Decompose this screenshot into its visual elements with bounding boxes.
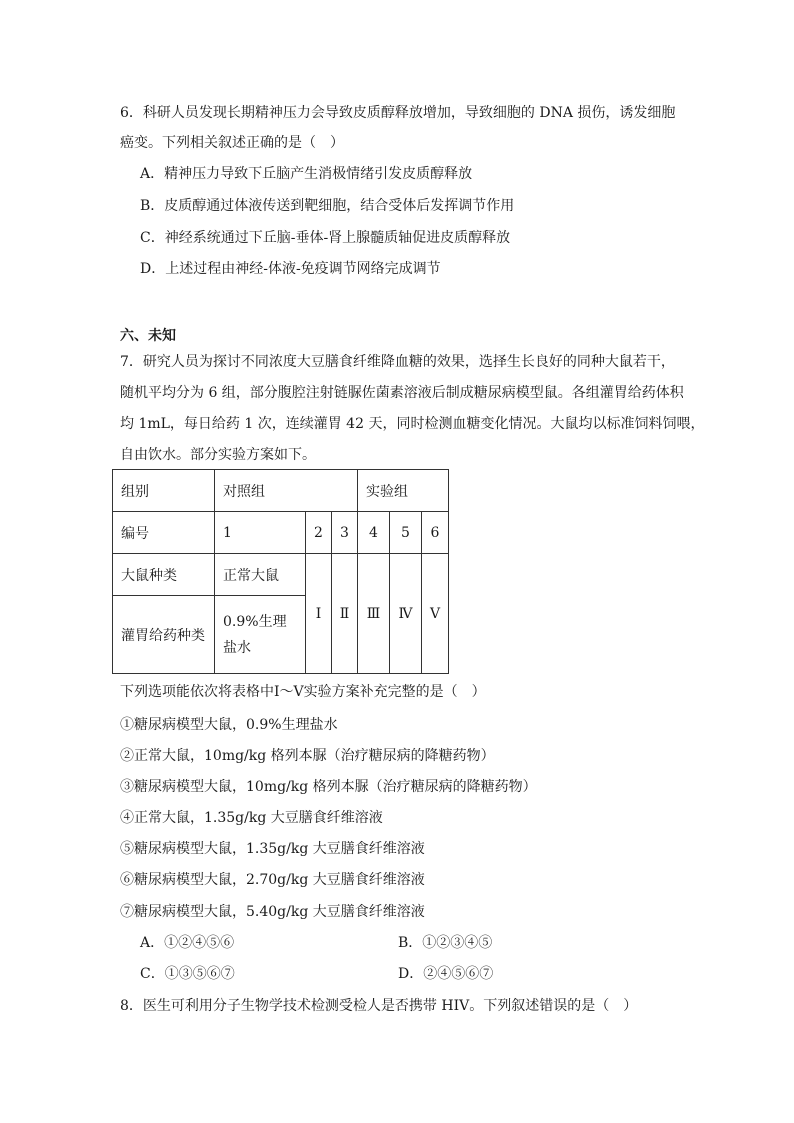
placeholder-cell: Ⅳ: [390, 554, 422, 674]
section-heading: 六、未知: [120, 328, 176, 344]
q7-stem-line-4: 自由饮水。部分实验方案如下。: [120, 447, 316, 463]
q7-choice-a: A．①②④⑤⑥: [140, 935, 235, 951]
q6-stem-line-2: 癌变。下列相关叙述正确的是（ ）: [120, 135, 344, 151]
placeholder-cell: Ⅲ: [358, 554, 390, 674]
number-cell: 3: [332, 512, 358, 554]
placeholder-cell: Ⅱ: [332, 554, 358, 674]
q7-item-2: ②正常大鼠，10mg/kg 格列本脲（治疗糖尿病的降糖药物）: [120, 748, 495, 764]
q7-item-1: ①糖尿病模型大鼠，0.9%生理盐水: [120, 717, 338, 733]
q6-stem-line-1: 6．科研人员发现长期精神压力会导致皮质醇释放增加，导致细胞的 DNA 损伤，诱发细胞: [120, 105, 676, 121]
q7-question: 下列选项能依次将表格中Ⅰ～Ⅴ实验方案补充完整的是（ ）: [120, 684, 486, 700]
number-cell: 4: [358, 512, 390, 554]
q7-stem-line-1: 7．研究人员为探讨不同浓度大豆膳食纤维降血糖的效果，选择生长良好的同种大鼠若干，: [120, 354, 675, 370]
q6-option-d: D．上述过程由神经-体液-免疫调节网络完成调节: [140, 261, 441, 277]
rat-type-label-cell: 大鼠种类: [113, 554, 215, 596]
q7-item-5: ⑤糖尿病模型大鼠，1.35g/kg 大豆膳食纤维溶液: [120, 841, 425, 857]
q6-option-c: C．神经系统通过下丘脑-垂体-肾上腺髓质轴促进皮质醇释放: [140, 230, 511, 246]
q7-choice-c: C．①③⑤⑥⑦: [140, 966, 235, 982]
number-cell: 6: [422, 512, 449, 554]
experiment-table: [112, 469, 449, 674]
q7-item-3: ③糖尿病模型大鼠，10mg/kg 格列本脲（治疗糖尿病的降糖药物）: [120, 779, 537, 795]
table-row: [113, 470, 449, 512]
header-experiment-cell: 实验组: [358, 470, 449, 512]
table-row: [113, 554, 449, 596]
table-row: [113, 512, 449, 554]
number-cell: 1: [215, 512, 306, 554]
placeholder-cell: Ⅴ: [422, 554, 449, 674]
q7-item-6: ⑥糖尿病模型大鼠，2.70g/kg 大豆膳食纤维溶液: [120, 872, 425, 888]
q6-option-a: A．精神压力导致下丘脑产生消极情绪引发皮质醇释放: [140, 166, 473, 182]
q7-item-4: ④正常大鼠，1.35g/kg 大豆膳食纤维溶液: [120, 810, 383, 826]
number-cell: 2: [306, 512, 332, 554]
drug-label-cell: 灌胃给药种类: [113, 596, 215, 674]
number-label-cell: 编号: [113, 512, 215, 554]
rat-type-cell: 正常大鼠: [215, 554, 306, 596]
drug-cell: 0.9%生理盐水: [215, 596, 306, 674]
q8-stem: 8．医生可利用分子生物学技术检测受检人是否携带 HIV。下列叙述错误的是（ ）: [120, 998, 638, 1014]
q7-choice-d: D．②④⑤⑥⑦: [398, 966, 494, 982]
placeholder-cell: Ⅰ: [306, 554, 332, 674]
q6-option-b: B．皮质醇通过体液传送到靶细胞，结合受体后发挥调节作用: [140, 198, 515, 214]
q7-choice-b: B．①②③④⑤: [398, 935, 493, 951]
q7-stem-line-2: 随机平均分为 6 组，部分腹腔注射链脲佐菌素溶液后制成糖尿病模型鼠。各组灌胃给药体积: [120, 385, 684, 401]
q7-item-7: ⑦糖尿病模型大鼠，5.40g/kg 大豆膳食纤维溶液: [120, 904, 425, 920]
header-group-cell: 组别: [113, 470, 215, 512]
q7-stem-line-3: 均 1mL，每日给药 1 次，连续灌胃 42 天，同时检测血糖变化情况。大鼠均以标准饲料饲喂，: [120, 416, 705, 432]
header-control-cell: 对照组: [215, 470, 358, 512]
number-cell: 5: [390, 512, 422, 554]
